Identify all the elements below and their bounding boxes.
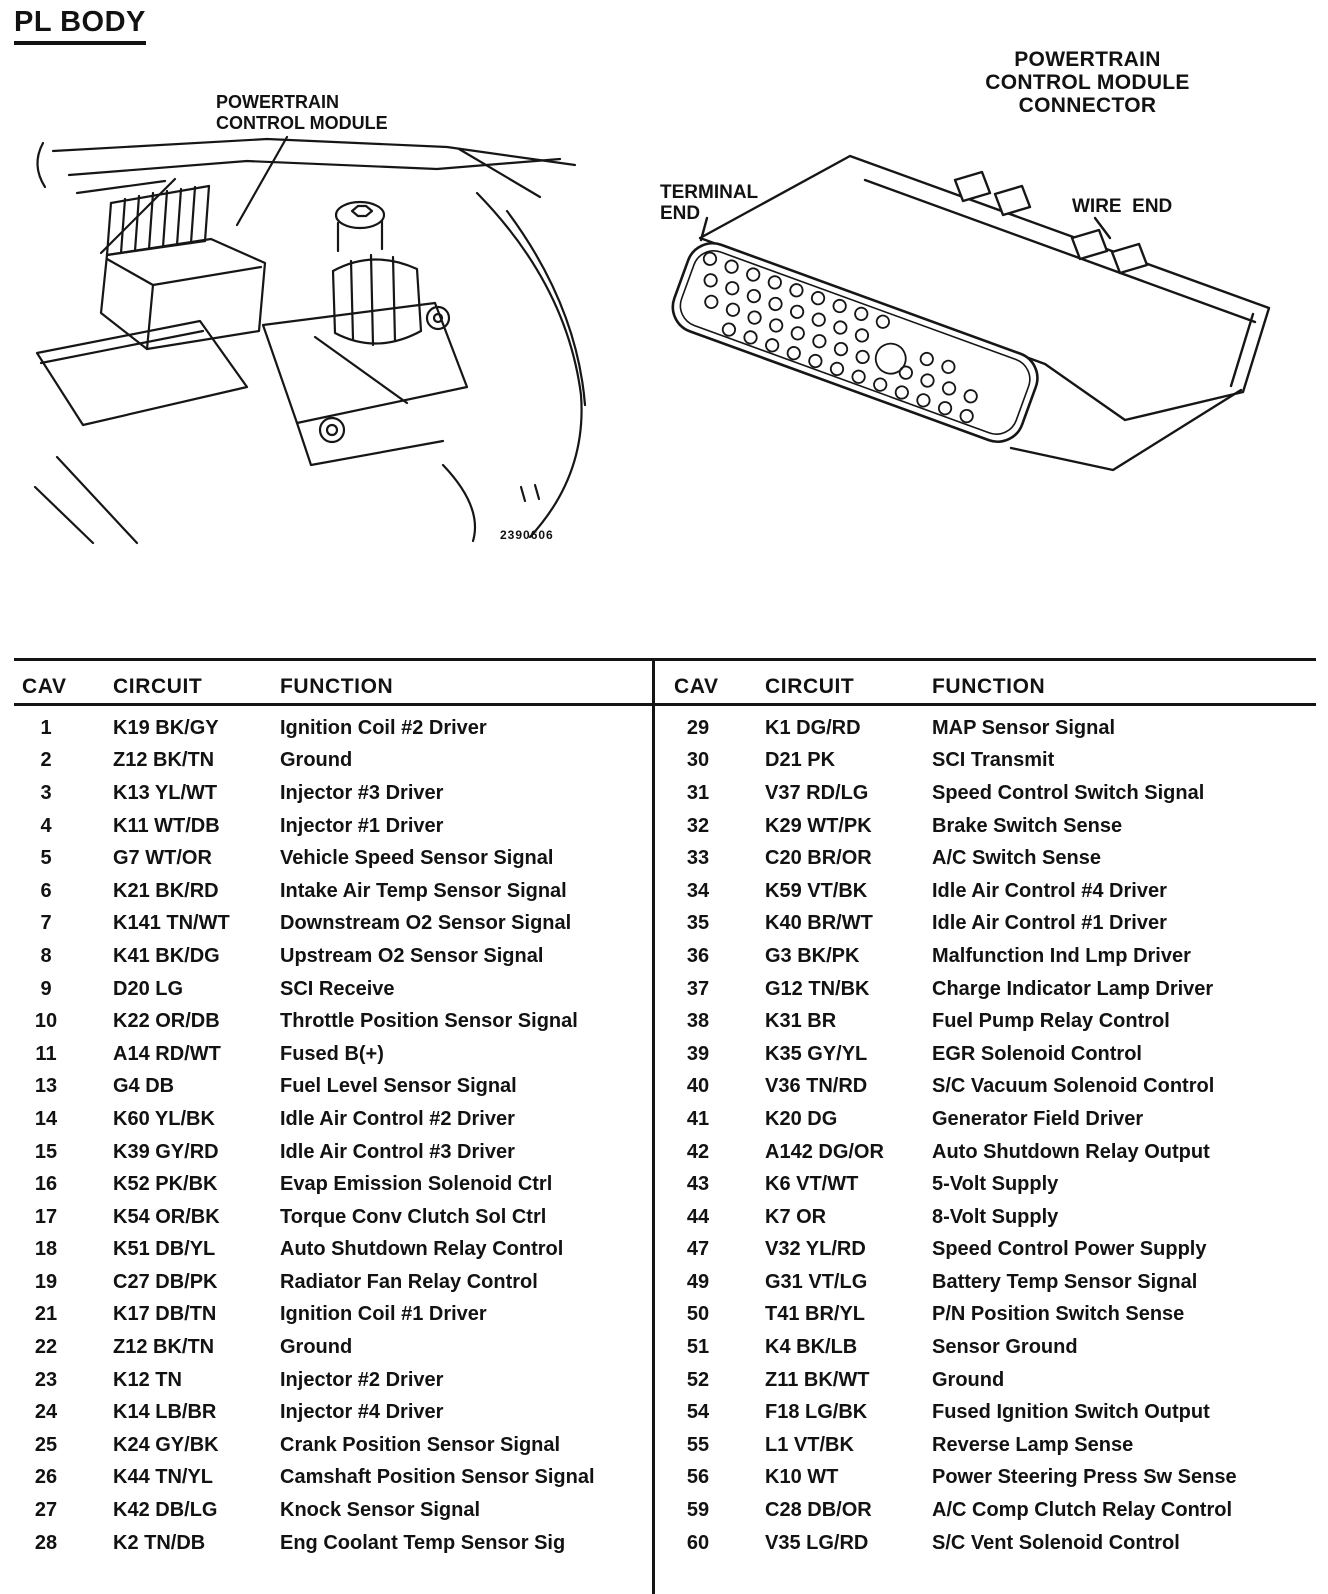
function-cell: Throttle Position Sensor Signal: [280, 1010, 578, 1033]
function-cell: 8-Volt Supply: [932, 1205, 1059, 1228]
circuit-cell: G7 WT/OR: [113, 847, 212, 870]
cav-cell: 8: [40, 944, 52, 967]
cav-cell: 55: [686, 1433, 710, 1456]
pinout-table-right: [658, 666, 1316, 1559]
table-row: [666, 1429, 1316, 1462]
table-row: [14, 842, 652, 875]
table-row: [666, 908, 1316, 941]
function-cell: Ground: [280, 1336, 353, 1359]
circuit-cell: K7 OR: [765, 1205, 827, 1228]
header-circuit: CIRCUIT: [765, 675, 855, 698]
circuit-cell: D21 PK: [765, 749, 836, 772]
function-cell: Speed Control Switch Signal: [932, 781, 1205, 804]
function-cell: A/C Switch Sense: [932, 847, 1101, 870]
pcm-location-label: [216, 92, 388, 134]
cav-cell: 59: [686, 1499, 710, 1522]
function-cell: Generator Field Driver: [932, 1107, 1144, 1130]
table-row: [666, 1396, 1316, 1429]
cav-cell: 19: [34, 1270, 58, 1293]
cav-cell: 27: [34, 1499, 58, 1522]
circuit-cell: C28 DB/OR: [765, 1499, 872, 1522]
cav-cell: 7: [40, 912, 52, 935]
function-cell: Auto Shutdown Relay Control: [280, 1238, 564, 1261]
cav-cell: 49: [686, 1270, 710, 1293]
circuit-cell: G31 VT/LG: [765, 1270, 868, 1293]
table-row: [666, 1494, 1316, 1527]
table-row: [14, 1331, 652, 1364]
table-top-rule: [14, 658, 1316, 661]
function-cell: Malfunction Ind Lmp Driver: [932, 944, 1191, 967]
table-row: [14, 1071, 652, 1104]
function-cell: 5-Volt Supply: [932, 1173, 1059, 1196]
function-cell: Injector #4 Driver: [280, 1401, 444, 1424]
function-cell: Injector #3 Driver: [280, 781, 444, 804]
terminal-end-label-line2: END: [660, 203, 701, 224]
cav-cell: 50: [686, 1303, 710, 1326]
function-cell: Idle Air Control #1 Driver: [932, 912, 1167, 935]
engine-bay-illustration: [15, 135, 615, 545]
table-row: [666, 1234, 1316, 1267]
function-cell: Brake Switch Sense: [932, 814, 1123, 837]
connector-title-line1: POWERTRAIN: [1014, 48, 1161, 71]
table-row: [14, 1234, 652, 1267]
table-body-right: [666, 712, 1316, 1559]
header-cav: CAV: [674, 675, 719, 698]
circuit-cell: V35 LG/RD: [765, 1531, 869, 1554]
terminal-end-label-line1: TERMINAL: [660, 182, 759, 203]
cav-cell: 30: [686, 749, 710, 772]
circuit-cell: K12 TN: [113, 1368, 182, 1391]
cav-cell: 14: [34, 1107, 58, 1130]
function-cell: Idle Air Control #4 Driver: [932, 879, 1167, 902]
cav-cell: 33: [686, 847, 710, 870]
table-row: [666, 1071, 1316, 1104]
circuit-cell: K17 DB/TN: [113, 1303, 217, 1326]
cav-cell: 4: [40, 814, 52, 837]
table-row: [14, 908, 652, 941]
function-cell: Speed Control Power Supply: [932, 1238, 1207, 1261]
cav-cell: 3: [40, 781, 52, 804]
cav-cell: 37: [686, 977, 710, 1000]
table-row: [14, 1103, 652, 1136]
cav-cell: 36: [686, 944, 710, 967]
function-cell: Camshaft Position Sensor Signal: [280, 1466, 595, 1489]
cav-cell: 18: [34, 1238, 58, 1261]
circuit-cell: K2 TN/DB: [113, 1531, 206, 1554]
circuit-cell: Z11 BK/WT: [765, 1368, 870, 1391]
circuit-cell: K10 WT: [765, 1466, 839, 1489]
table-row: [14, 940, 652, 973]
circuit-cell: K41 BK/DG: [113, 944, 220, 967]
connector-drawing: [655, 118, 1300, 518]
table-row: [666, 940, 1316, 973]
pcm-leader-line: [237, 137, 287, 225]
circuit-cell: V37 RD/LG: [765, 781, 869, 804]
header-function: FUNCTION: [932, 675, 1046, 698]
table-row: [14, 1038, 652, 1071]
table-row: [666, 1168, 1316, 1201]
connector-title-line3: CONNECTOR: [1018, 94, 1157, 117]
table-row: [666, 1364, 1316, 1397]
table-row: [666, 842, 1316, 875]
table-row: [14, 1299, 652, 1332]
function-cell: Fuel Pump Relay Control: [932, 1010, 1170, 1033]
pinout-table-left: [0, 666, 652, 1559]
function-cell: Torque Conv Clutch Sol Ctrl: [280, 1205, 547, 1228]
function-cell: Knock Sensor Signal: [280, 1499, 481, 1522]
circuit-cell: K60 YL/BK: [113, 1107, 215, 1130]
circuit-cell: F18 LG/BK: [765, 1401, 868, 1424]
table-row: [14, 1201, 652, 1234]
table-row: [14, 1266, 652, 1299]
circuit-cell: K20 DG: [765, 1107, 838, 1130]
cav-cell: 54: [686, 1401, 710, 1424]
cav-cell: 35: [686, 912, 710, 935]
table-row: [14, 1168, 652, 1201]
table-column-divider: [652, 658, 655, 1594]
table-row: [666, 1527, 1316, 1560]
function-cell: Evap Emission Solenoid Ctrl: [280, 1173, 553, 1196]
function-cell: Charge Indicator Lamp Driver: [932, 977, 1214, 1000]
circuit-cell: G12 TN/BK: [765, 977, 870, 1000]
table-row: [14, 745, 652, 778]
circuit-cell: K13 YL/WT: [113, 781, 218, 804]
strut-tower-cap-drawing: [333, 202, 421, 345]
header-circuit: CIRCUIT: [113, 675, 203, 698]
circuit-cell: L1 VT/BK: [765, 1433, 854, 1456]
cav-cell: 38: [686, 1010, 710, 1033]
cav-cell: 32: [686, 814, 710, 837]
function-cell: Eng Coolant Temp Sensor Sig: [280, 1531, 566, 1554]
function-cell: Battery Temp Sensor Signal: [932, 1270, 1198, 1293]
cav-cell: 41: [686, 1107, 710, 1130]
circuit-cell: K40 BR/WT: [765, 912, 873, 935]
table-row: [14, 712, 652, 745]
function-cell: P/N Position Switch Sense: [932, 1303, 1185, 1326]
table-row: [14, 1494, 652, 1527]
cav-cell: 9: [40, 977, 52, 1000]
cav-cell: 40: [686, 1075, 710, 1098]
function-cell: A/C Comp Clutch Relay Control: [932, 1499, 1233, 1522]
function-cell: S/C Vacuum Solenoid Control: [932, 1075, 1215, 1098]
table-row: [666, 1103, 1316, 1136]
cav-cell: 44: [686, 1205, 710, 1228]
circuit-cell: K59 VT/BK: [765, 879, 868, 902]
function-cell: Ground: [932, 1368, 1005, 1391]
cav-cell: 5: [40, 847, 52, 870]
circuit-cell: V32 YL/RD: [765, 1238, 866, 1261]
circuit-cell: K22 OR/DB: [113, 1010, 220, 1033]
cav-cell: 52: [686, 1368, 710, 1391]
cav-cell: 16: [34, 1173, 58, 1196]
function-cell: Downstream O2 Sensor Signal: [280, 912, 572, 935]
table-row: [14, 777, 652, 810]
cav-cell: 17: [34, 1205, 58, 1228]
pcm-location-label-line2: CONTROL MODULE: [216, 113, 388, 133]
circuit-cell: K6 VT/WT: [765, 1173, 859, 1196]
cav-cell: 42: [686, 1140, 710, 1163]
connector-title: [955, 48, 1220, 117]
table-row: [666, 810, 1316, 843]
function-cell: SCI Transmit: [932, 749, 1055, 772]
table-row: [666, 712, 1316, 745]
function-cell: Auto Shutdown Relay Output: [932, 1140, 1210, 1163]
circuit-cell: K141 TN/WT: [113, 912, 230, 935]
circuit-cell: K44 TN/YL: [113, 1466, 214, 1489]
cav-cell: 15: [34, 1140, 58, 1163]
function-cell: Fuel Level Sensor Signal: [280, 1075, 517, 1098]
circuit-cell: C27 DB/PK: [113, 1270, 218, 1293]
cav-cell: 43: [686, 1173, 710, 1196]
function-cell: Crank Position Sensor Signal: [280, 1433, 561, 1456]
cav-cell: 56: [686, 1466, 710, 1489]
table-header-row: [666, 666, 1316, 708]
circuit-cell: K4 BK/LB: [765, 1336, 858, 1359]
circuit-cell: V36 TN/RD: [765, 1075, 868, 1098]
circuit-cell: K42 DB/LG: [113, 1499, 218, 1522]
circuit-cell: K21 BK/RD: [113, 879, 219, 902]
circuit-cell: T41 BR/YL: [765, 1303, 866, 1326]
table-row: [666, 1299, 1316, 1332]
function-cell: EGR Solenoid Control: [932, 1042, 1142, 1065]
cav-cell: 13: [34, 1075, 58, 1098]
circuit-cell: K31 BR: [765, 1010, 837, 1033]
table-row: [666, 1005, 1316, 1038]
connector-illustration: [655, 118, 1300, 518]
table-row: [14, 875, 652, 908]
cav-cell: 6: [40, 879, 52, 902]
circuit-cell: K29 WT/PK: [765, 814, 872, 837]
table-row: [14, 1462, 652, 1495]
function-cell: Fused B(+): [280, 1042, 384, 1065]
table-row: [14, 1364, 652, 1397]
table-row: [666, 1038, 1316, 1071]
connector-title-line2: CONTROL MODULE: [985, 71, 1190, 94]
function-cell: Ignition Coil #1 Driver: [280, 1303, 487, 1326]
function-cell: Fused Ignition Switch Output: [932, 1401, 1210, 1424]
table-row: [14, 973, 652, 1006]
cav-cell: 21: [34, 1303, 58, 1326]
table-row: [14, 1429, 652, 1462]
cav-cell: 24: [34, 1401, 58, 1424]
page-title: PL BODY: [14, 6, 146, 45]
function-cell: Ignition Coil #2 Driver: [280, 716, 487, 739]
circuit-cell: Z12 BK/TN: [113, 1336, 215, 1359]
table-body-left: [14, 712, 652, 1559]
cav-cell: 51: [686, 1336, 710, 1359]
circuit-cell: K35 GY/YL: [765, 1042, 868, 1065]
header-function: FUNCTION: [280, 675, 394, 698]
cav-cell: 22: [34, 1336, 58, 1359]
circuit-cell: G4 DB: [113, 1075, 175, 1098]
engine-bay-drawing: [15, 135, 615, 545]
cav-cell: 25: [34, 1433, 58, 1456]
function-cell: Radiator Fan Relay Control: [280, 1270, 538, 1293]
function-cell: Vehicle Speed Sensor Signal: [280, 847, 554, 870]
function-cell: Idle Air Control #3 Driver: [280, 1140, 515, 1163]
cav-cell: 31: [686, 781, 710, 804]
function-cell: Intake Air Temp Sensor Signal: [280, 879, 567, 902]
cav-cell: 23: [34, 1368, 58, 1391]
circuit-cell: K24 GY/BK: [113, 1433, 219, 1456]
cav-cell: 2: [40, 749, 52, 772]
table-row: [14, 810, 652, 843]
cav-cell: 34: [686, 879, 710, 902]
circuit-cell: A142 DG/OR: [765, 1140, 884, 1163]
function-cell: Injector #2 Driver: [280, 1368, 444, 1391]
table-row: [666, 1201, 1316, 1234]
table-row: [666, 1136, 1316, 1169]
table-row: [14, 1005, 652, 1038]
circuit-cell: Z12 BK/TN: [113, 749, 215, 772]
cav-cell: 1: [40, 716, 52, 739]
circuit-cell: A14 RD/WT: [113, 1042, 221, 1065]
circuit-cell: K14 LB/BR: [113, 1401, 217, 1424]
table-row: [14, 1396, 652, 1429]
figure-number: 2390606: [500, 528, 554, 542]
function-cell: Injector #1 Driver: [280, 814, 444, 837]
table-row: [14, 1136, 652, 1169]
function-cell: Sensor Ground: [932, 1336, 1078, 1359]
circuit-cell: K54 OR/BK: [113, 1205, 220, 1228]
table-row: [666, 745, 1316, 778]
cav-cell: 39: [686, 1042, 710, 1065]
table-row: [666, 973, 1316, 1006]
circuit-cell: K51 DB/YL: [113, 1238, 216, 1261]
circuit-cell: D20 LG: [113, 977, 184, 1000]
cav-cell: 60: [686, 1531, 710, 1554]
table-row: [666, 1266, 1316, 1299]
table-row: [666, 1331, 1316, 1364]
cav-cell: 10: [34, 1010, 58, 1033]
cav-cell: 26: [34, 1466, 58, 1489]
function-cell: S/C Vent Solenoid Control: [932, 1531, 1180, 1554]
function-cell: Idle Air Control #2 Driver: [280, 1107, 515, 1130]
circuit-cell: K19 BK/GY: [113, 716, 219, 739]
table-row: [666, 1462, 1316, 1495]
circuit-cell: K1 DG/RD: [765, 716, 861, 739]
cav-cell: 29: [686, 716, 710, 739]
table-row: [666, 777, 1316, 810]
circuit-cell: K52 PK/BK: [113, 1173, 218, 1196]
function-cell: Ground: [280, 749, 353, 772]
function-cell: Power Steering Press Sw Sense: [932, 1466, 1237, 1489]
table-header-row: [14, 666, 652, 708]
circuit-cell: K11 WT/DB: [113, 814, 220, 837]
table-row: [14, 1527, 652, 1560]
table-row: [666, 875, 1316, 908]
circuit-cell: K39 GY/RD: [113, 1140, 219, 1163]
function-cell: Upstream O2 Sensor Signal: [280, 944, 544, 967]
header-cav: CAV: [22, 675, 67, 698]
cav-cell: 11: [35, 1042, 57, 1065]
pcm-location-label-line1: POWERTRAIN: [216, 92, 339, 112]
function-cell: MAP Sensor Signal: [932, 716, 1116, 739]
function-cell: SCI Receive: [280, 977, 395, 1000]
cav-cell: 28: [34, 1531, 58, 1554]
circuit-cell: C20 BR/OR: [765, 847, 872, 870]
cav-cell: 47: [686, 1238, 710, 1261]
circuit-cell: G3 BK/PK: [765, 944, 860, 967]
wire-end-label: WIRE END: [1072, 196, 1173, 217]
function-cell: Reverse Lamp Sense: [932, 1433, 1134, 1456]
